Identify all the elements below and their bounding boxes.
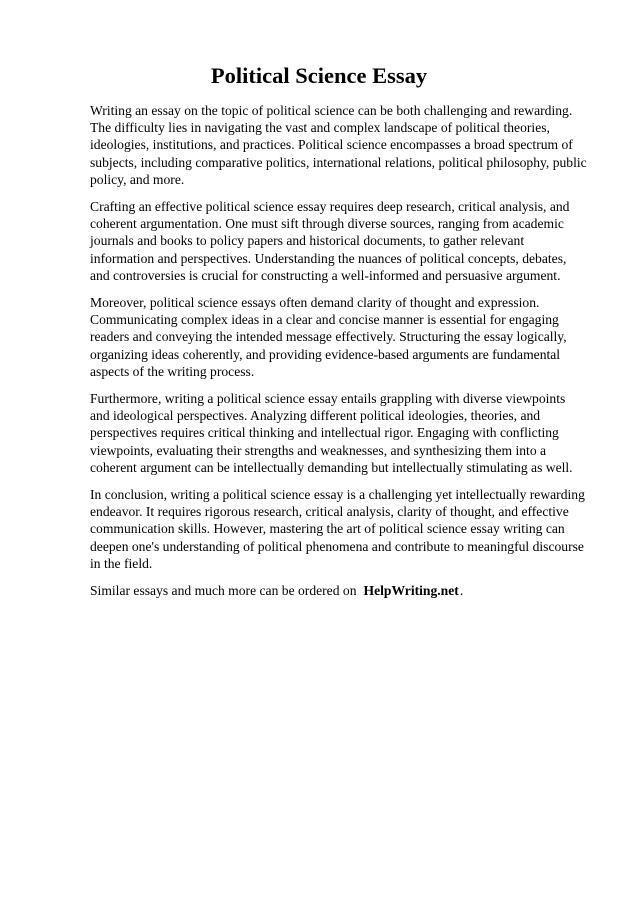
- paragraph-crafting: Crafting an effective political science essay requires deep research, critical analysis, and coherent argumentation. One must sift through diverse sources, ranging from academic journals and books to policy papers and historical documents, to gather relevant information and perspectives. Understanding the nuances of political concepts, debates, and controversies is crucial for constructing a well-informed and persuasive argument.: [90, 199, 570, 283]
- order-promo-line: [90, 582, 588, 599]
- paragraph-furthermore: Furthermore, writing a political science essay entails grappling with diverse viewpoints and ideological perspectives. Analyzing different political ideologies, theories, and perspectives requires critical thinking and intellectual rigor. Engaging with conflicting viewpoints, evaluating their strengths and weaknesses, and synthesizing them into a coherent argument can be intellectually demanding but intellectually stimulating as well.: [90, 391, 573, 475]
- paragraph-conclusion: In conclusion, writing a political science essay is a challenging yet intellectually rewarding endeavor. It requires rigorous research, critical analysis, clarity of thought, and effective communication skills. However, mastering the art of political science essay writing can deepen one's understanding of political phenomena and contribute to meaningful discourse in the field.: [90, 487, 585, 571]
- document-title: Political Science Essay: [210, 63, 428, 88]
- order-promo-text: Similar essays and much more can be ordered on: [90, 583, 357, 599]
- helpwriting-link[interactable]: HelpWriting.net: [363, 583, 459, 599]
- order-promo-period: .: [459, 583, 464, 599]
- paragraph-intro: Writing an essay on the topic of political science can be both challenging and rewarding. The difficulty lies in navigating the vast and complex landscape of political theories, ideologies, institutions, and practices. Political science encompasses a broad spectrum of subjects, including comparative politics, international relations, political philosophy, public policy, and more.: [90, 103, 587, 187]
- paragraph-moreover: Moreover, political science essays often demand clarity of thought and expression. Communicating complex ideas in a clear and concise manner is essential for engaging readers and conveying the intended message effectively. Structuring the essay logically, organizing ideas coherently, and providing evidence-based arguments are fundamental aspects of the writing process.: [90, 295, 567, 379]
